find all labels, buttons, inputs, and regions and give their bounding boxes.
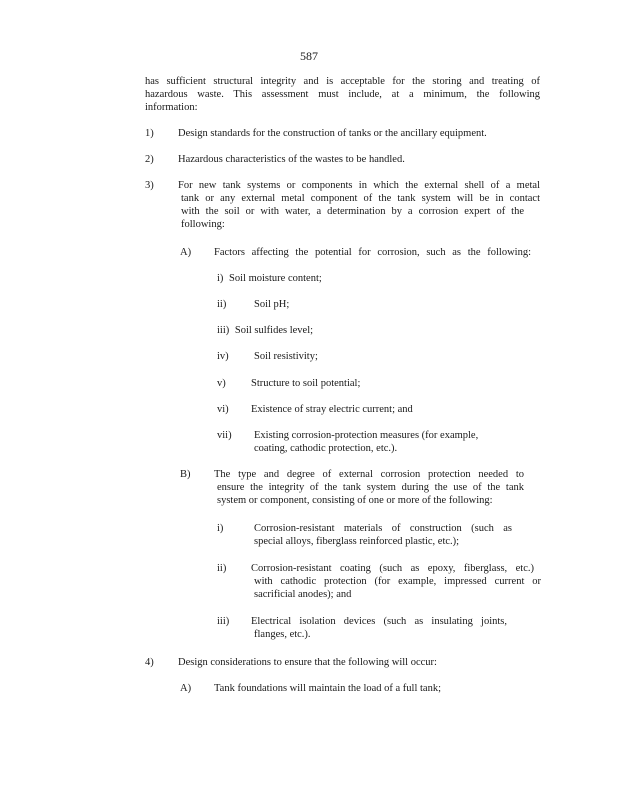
roman-text <box>251 615 507 641</box>
item-line: ensure the integrity of the tank system during the use of the tank <box>217 482 524 493</box>
roman-number: v) <box>217 378 226 389</box>
subitem-letter: A) <box>180 247 192 258</box>
roman-item <box>217 324 313 337</box>
roman-number: vi) <box>217 404 229 415</box>
page-number: 587 <box>300 49 318 63</box>
roman-text: Structure to soil potential; <box>251 378 361 389</box>
roman-number: iii) <box>217 616 230 627</box>
item-line: with the soil or with water, a determination by a corrosion expert of the <box>181 206 524 217</box>
roman-number: iii) <box>217 325 230 336</box>
intro-paragraph <box>145 75 540 114</box>
roman-line: Existing corrosion-protection measures (for example, <box>254 430 479 441</box>
roman-number: ii) <box>217 563 227 574</box>
subitem-3b-text <box>214 468 524 507</box>
item-2-text <box>178 153 528 166</box>
item-line: Hazardous characteristics of the wastes to be handled. <box>178 154 405 165</box>
roman-text: Soil moisture content; <box>229 273 322 284</box>
roman-number: iv) <box>217 351 229 362</box>
roman-line: coating, cathodic protection, etc.). <box>254 443 398 454</box>
subitem-3a-text <box>214 246 531 259</box>
item-1-text <box>178 127 528 140</box>
item-number: 2) <box>145 154 154 165</box>
item-line: For new tank systems or components in which the external shell of a metal <box>178 180 540 191</box>
item-number: 4) <box>145 657 154 668</box>
item-line: tank or any external metal component of the tank system will be in contact <box>181 193 540 204</box>
roman-text <box>254 429 478 455</box>
intro-line: hazardous waste. This assessment must include, at a minimum, the following <box>145 89 540 100</box>
roman-line: Electrical isolation devices (such as insulating joints, <box>251 616 507 627</box>
item-line: system or component, consisting of one or more of the following: <box>217 495 493 506</box>
roman-text: Soil pH; <box>254 299 290 310</box>
item-number: 3) <box>145 180 154 191</box>
roman-line: with cathodic protection (for example, impressed current or <box>254 576 541 587</box>
roman-text: Soil resistivity; <box>254 351 318 362</box>
item-4-text <box>178 656 488 669</box>
roman-line: sacrificial anodes); and <box>254 589 352 600</box>
item-line: following: <box>181 219 225 230</box>
roman-line: special alloys, fiberglass reinforced plastic, etc.); <box>254 536 460 547</box>
roman-text <box>251 562 541 601</box>
item-line: The type and degree of external corrosion protection needed to <box>214 469 524 480</box>
roman-number: i) <box>217 273 224 284</box>
item-3-text <box>178 179 540 231</box>
roman-text <box>254 522 512 548</box>
roman-number: ii) <box>217 299 227 310</box>
intro-line: information: <box>145 102 198 113</box>
roman-line: flanges, etc.). <box>254 629 311 640</box>
roman-text: Soil sulfides level; <box>234 325 314 336</box>
item-line: Tank foundations will maintain the load of a full tank; <box>214 683 442 694</box>
roman-number: i) <box>217 523 224 534</box>
item-number: 1) <box>145 128 154 139</box>
item-line: Design considerations to ensure that the following will occur: <box>178 657 437 668</box>
subitem-4a-text <box>214 682 484 695</box>
roman-item <box>217 272 322 285</box>
item-line: Design standards for the construction of tanks or the ancillary equipment. <box>178 128 487 139</box>
roman-line: Corrosion-resistant materials of construction (such as <box>254 523 512 534</box>
subitem-letter: A) <box>180 683 192 694</box>
roman-text: Existence of stray electric current; and <box>251 404 413 415</box>
intro-line: has sufficient structural integrity and is acceptable for the storing and treating of <box>145 76 540 87</box>
roman-number: vii) <box>217 430 232 441</box>
item-line: Factors affecting the potential for corrosion, such as the following: <box>214 247 531 258</box>
subitem-letter: B) <box>180 469 191 480</box>
roman-line: Corrosion-resistant coating (such as epoxy, fiberglass, etc.) <box>251 563 534 574</box>
